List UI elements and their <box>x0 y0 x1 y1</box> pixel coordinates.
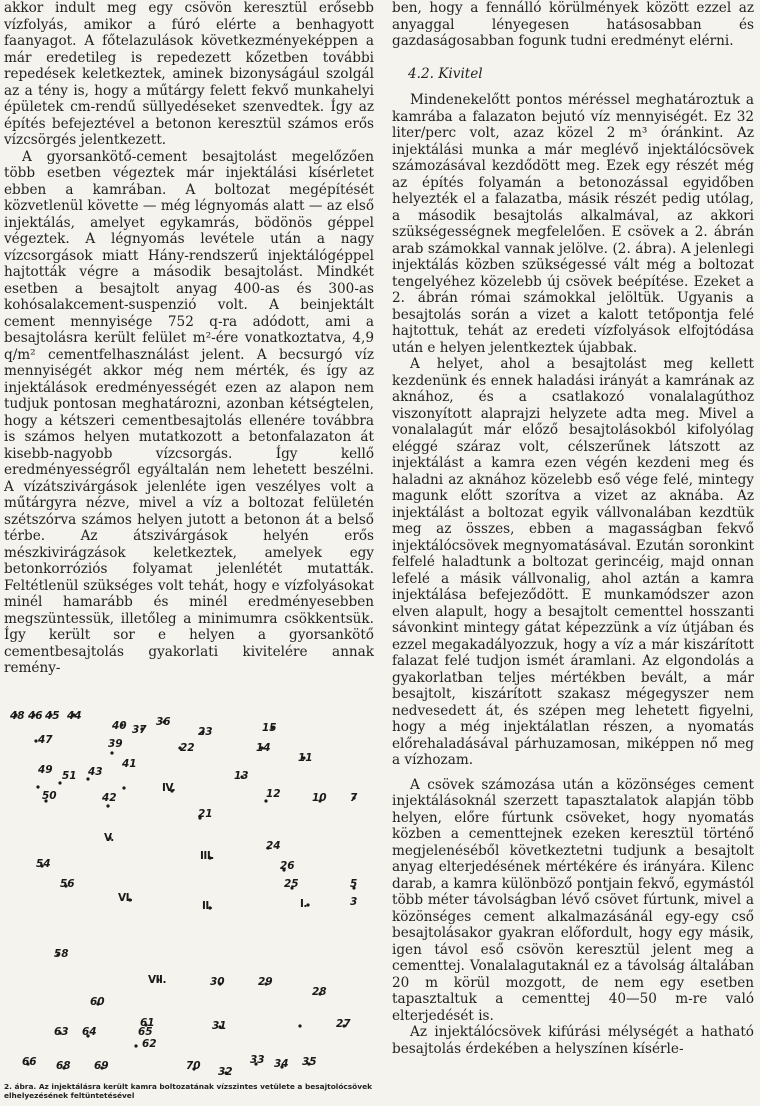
roman-tube-label: I. <box>300 898 307 910</box>
tube-label: 15 <box>262 722 277 734</box>
tube-label: 30 <box>210 976 225 988</box>
roman-tube-label: III. <box>200 850 214 862</box>
tube-label: 63 <box>54 1026 69 1038</box>
tube-label: 43 <box>88 766 103 778</box>
tube-label: 45 <box>45 710 60 722</box>
tube-label: 33 <box>250 1054 265 1066</box>
roman-tube-label: IV. <box>162 782 176 794</box>
paragraph: Az injektálócsövek kifúrási mélységét a hatható besajtolás érdekében a helyszínen kísérle- <box>392 1024 754 1057</box>
tube-label: 32 <box>218 1066 233 1078</box>
paragraph: ben, hogy a fennálló körülmények között ezzel az anyaggal lényegesen hatásosabban és gazdaságosabban fogunk tudni eredményt elérni. <box>392 0 754 49</box>
tube-label: 22 <box>180 742 195 754</box>
tube-label: 58 <box>54 948 69 960</box>
tube-label: 50 <box>42 790 57 802</box>
tube-label: 62 <box>142 1038 157 1050</box>
paragraph: A gyorsankötő-cement besajtolást megelőzően több esetben végeztek már injektálási kísérletet ebben a kamrában. A boltozat megépítését közvetlenül követte — még légnyomás alatt — az első injektálás, amelyet egykamrás, bödönös géppel végeztek. A légnyomás levétele után a nagy vízcsorgások miatt Hány-rendszerű injektálógéppel hajtották végre a második besajtolást. Mindkét esetben a besajtolt anyag 400-as és 300-as kohósalakcement-suspenzió volt. A beinjektált cement mennyisége 752 q-ra adódott, ami a besajtolásra került felület m²-ére vonatkoztatva, 4,9 q/m² cementfelhasználást jelent. A becsurgó víz mennyiségét akkor még nem mérték, és így az injektálások eredményességét ezen az alapon nem tudjuk pontosan meghatározni, azonban kétségtelen, hogy a kétszeri cementbesajtolás ellenére továbbra is számos helyen mutatkozott a betonfalazaton át kisebb-nagyobb vízcsorgás. Így kellő eredményességről egyáltalán nem lehetett beszélni. A vízátszivárgások jelenléte igen veszélyes volt a műtárgyra nézve, mivel a víz a boltozat felületén szétszórva számos helyen jutott a betonon át a belső térbe. Az átszivárgások helyén erős mészkivirágzások keletkeztek, amelyek egy betonkorróziós folyamat jelenlétét mutatták. Feltétlenül szükséges volt tehát, hogy e vízfolyásokat minél hamarább és minél eredményesebben megszüntessük, illetőleg a minimumra csökkentsük. Így került sor e helyen a gyorsankötő cementbesajtolás gyakorlati kivitelére annak remény- <box>4 148 374 676</box>
figure-2-tube-layout <box>4 708 374 1094</box>
tube-label: 24 <box>266 840 281 852</box>
tube-label: 66 <box>22 1056 37 1068</box>
tube-label: 54 <box>36 858 51 870</box>
tube-label: 44 <box>67 710 82 722</box>
paragraph: A csövek számozása után a közönséges cement injektálásoknál szerzett tapasztalatok alapján több helyen, előre fúrtunk csöveket, hogy nyomatás közben a cementtejnek ezeken keresztül történő megjelenéséből következtetni tudjunk a besajtolt anyag elterjedésének mértékére és irányára. Kilenc darab, a kamra különböző pontjain fekvő, egymástól több méter távolságban lévő csövet fúrtunk, mivel a közönséges cement alkalmazásánál egy-egy cső besajtolásakor gyakran előfordult, hogy egy másik, igen távol eső csövön keresztül jelent meg a cementtej. Vonalalagutaknál ez a távolság általában 20 m körül mozgott, de nem egy esetben tapasztaltuk a cementtej 40—50 m-re való elterjedését is. <box>392 776 754 1024</box>
tube-label: 11 <box>298 752 313 764</box>
tube-label: 37 <box>132 724 147 736</box>
left-column <box>4 0 374 677</box>
paragraph: A helyet, ahol a besajtolást meg kellett kezdenünk és ennek haladási irányát a kamrának az aknához, és a csatlakozó vonalalagúthoz viszonyított alaprajzi helyzete adta meg. Mivel a vonalalagút már előző besajtolásokból kifolyólag eléggé száraz volt, célszerűnek látszott az injektálást a kamra ezen végén kezdeni meg és haladni az aknához közelebb eső vége felé, mintegy magunk előtt szorítva a vizet az aknába. Az injektálást a boltozat egyik vállvonalában kezdtük meg az összes, ebben a magasságban fekvő injektálócsövek megnyomatásával. Ezután soronkint felfelé haladtunk a boltozat gerincéig, majd onnan lefelé a másik vállvonalig, ahol aztán a kamra injektálása befejeződött. E munkamódszer azon elven alapult, hogy a besajtolt cementtel hosszanti sávonkint mintegy gátat képezzünk a víz útjában és ezzel megakadályozzuk, hogy a víz a már kiszárított falazat felé tudjon ismét áramlani. Az elgondolás a gyakorlatban teljes mértékben bevált, a már besajtolt, kiszárított szakasz mégegyszer nem nedvesedett át, és szépen meg lehetett figyelni, hogy a még injektálatlan részen, a nyomatás előrehaladásával párhuzamosan, miképpen nő meg a vízhozam. <box>392 356 754 768</box>
tube-label: 61 <box>140 1017 155 1029</box>
paragraph: akkor indult meg egy csövön keresztül erősebb vízfolyás, amikor a fúró elérte a benhagyott faanyagot. A főtelazulások következményeképpen a már eredetileg is repedezett kőzetben további repedések keletkeztek, aminek bizonyságául szolgál az a tény is, hogy a műtárgy felett fekvő munkahelyi épületek cm-rendű süllyedéseket szenvedtek. Így az építés befejeztével a betonon keresztül számos erős vízcsörgés jelentkezett. <box>4 0 374 148</box>
tube-label: 5 <box>350 878 358 890</box>
tube-label: 64 <box>82 1026 97 1038</box>
tube-label: 56 <box>60 878 75 890</box>
tube-label: 60 <box>90 996 105 1008</box>
tube-label: 26 <box>280 860 295 872</box>
tube-label: 36 <box>156 716 171 728</box>
right-column <box>392 0 754 1057</box>
tube-label: 35 <box>302 1056 317 1068</box>
tube-label: 25 <box>284 878 299 890</box>
tube-label: 28 <box>312 986 327 998</box>
tube-label: 27 <box>336 1018 351 1030</box>
tube-label: 40 <box>112 720 127 732</box>
tube-label: 13 <box>234 770 249 782</box>
tube-label: 12 <box>266 788 281 800</box>
tube-label: 10 <box>312 792 327 804</box>
tube-label: 68 <box>56 1060 71 1072</box>
tube-label: 21 <box>198 808 213 820</box>
roman-tube-label: II. <box>202 900 213 912</box>
section-heading: 4.2. Kivitel <box>408 65 483 82</box>
tube-label: 3 <box>350 896 358 908</box>
tube-label: 34 <box>274 1058 289 1070</box>
tube-label: 51 <box>62 770 77 782</box>
tube-label: 41 <box>122 758 137 770</box>
tube-label: 65 <box>138 1026 153 1038</box>
tube-label: 69 <box>94 1060 109 1072</box>
tube-label: 47 <box>38 734 53 746</box>
tube-label: 42 <box>102 792 117 804</box>
tube-label: 31 <box>212 1020 227 1032</box>
roman-tube-label: V. <box>104 832 114 844</box>
tube-label: 70 <box>186 1060 201 1072</box>
tube-label: 23 <box>198 726 213 738</box>
roman-tube-label: VI. <box>118 892 133 904</box>
tube-label: 49 <box>38 764 53 776</box>
paragraph: Mindenekelőtt pontos méréssel meghatároztuk a kamrába a falazaton bejutó víz mennyiségét. Ez 32 liter/perc volt, azaz közel 2 m³ óránkint. Az injektálási munka a már meglévő injektálócsövek számozásával kezdődött meg. Ezek egy részét még az építés folyamán a betonozással egyidőben helyezték el a falazatba, másik részét pedig utólag, a második besajtolás alkalmával, az akkori szükségességnek megfelelően. E csövek a 2. ábrán arab számokkal vannak jelölve. (2. ábra). A jelenlegi injektálás közben szükségessé vált még a boltozat tengelyéhez közelebb új csövek beépítése. Ezeket a 2. ábrán római számokkal jelöltük. Ugyanis a besajtolás során a vizet a kalott tetőpontja felé hajtottuk, tehát az eredeti vízfolyások elfojtódása után e helyen jelentkeztek újabbak. <box>392 92 754 356</box>
tube-label: 46 <box>28 710 43 722</box>
tube-label: 29 <box>258 976 273 988</box>
tube-label: 14 <box>256 742 271 754</box>
tube-label: 48 <box>10 710 25 722</box>
tube-label: 7 <box>350 792 358 804</box>
figure-caption: 2. ábra. Az injektálásra került kamra boltozatának vízszintes vetülete a besajtolócsövek elhelyezésének feltüntetésével <box>4 1082 373 1100</box>
roman-tube-label: VII. <box>148 974 166 986</box>
tube-label: 39 <box>108 738 123 750</box>
